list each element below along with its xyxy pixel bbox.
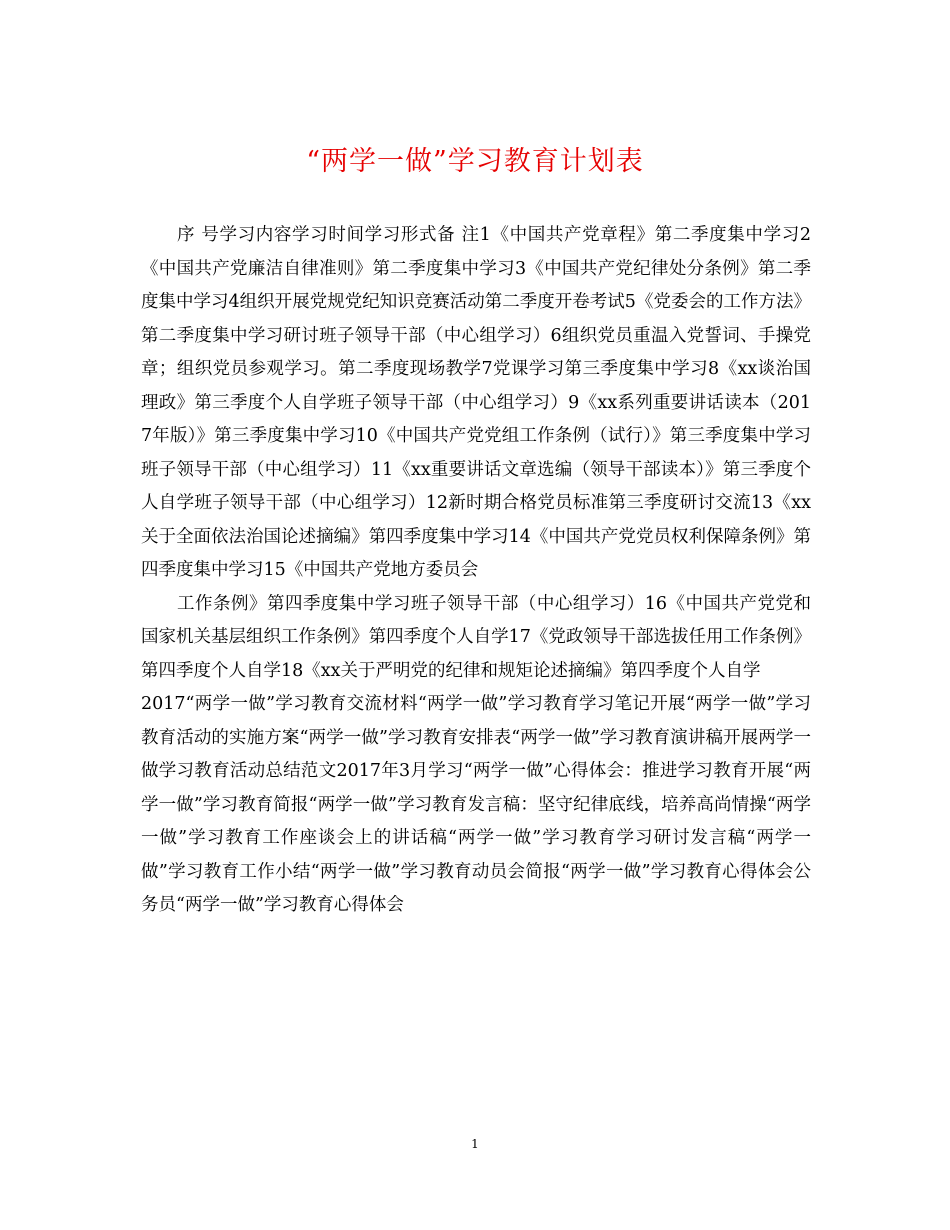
- page-number: 1: [471, 1137, 479, 1151]
- paragraph-schedule: 序 号学习内容学习时间学习形式备 注1《中国共产党章程》第二季度集中学习2《中国共产党廉洁自律准则》第二季度集中学习3《中国共产党纪律处分条例》第二季度集中学习4组织开展党规党纪知识竞赛活动第二季度开卷考试5《党委会的工作方法》第二季度集中学习研讨班子领导干部（中心组学习）6组织党员重温入党誓词、手操党章；组织党员参观学习。第二季度现场教学7党课学习第三季度集中学习8《xx谈治国理政》第三季度个人自学班子领导干部（中心组学习）9《xx系列重要讲话读本（2017年版）》第三季度集中学习10《中国共产党党组工作条例（试行）》第三季度集中学习班子领导干部（中心组学习）11《xx重要讲话文章选编（领导干部读本）》第三季度个人自学班子领导干部（中心组学习）12新时期合格党员标准第三季度研讨交流13《xx关于全面依法治国论述摘编》第四季度集中学习14《中国共产党党员权利保障条例》第四季度集中学习15《中国共产党地方委员会: [141, 225, 811, 580]
- document-title: “两学一做”学习教育计划表: [306, 146, 644, 177]
- paragraph-schedule-continued: 工作条例》第四季度集中学习班子领导干部（中心组学习）16《中国共产党党和国家机关基层组织工作条例》第四季度个人自学17《党政领导干部选拔任用工作条例》第四季度个人自学18《xx关于严明党的纪律和规矩论述摘编》第四季度个人自学: [141, 593, 811, 681]
- paragraph-related-links: 2017“两学一做”学习教育交流材料“两学一做”学习教育学习笔记开展“两学一做”学习教育活动的实施方案“两学一做”学习教育安排表“两学一做”学习教育演讲稿开展两学一做学习教育活动总结范文2017年3月学习“两学一做”心得体会：推进学习教育开展“两学一做”学习教育简报“两学一做”学习教育发言稿：坚守纪律底线，培养高尚情操“两学一做”学习教育工作座谈会上的讲话稿“两学一做”学习教育学习研讨发言稿“两学一做”学习教育工作小结“两学一做”学习教育动员会简报“两学一做”学习教育心得体会公务员“两学一做”学习教育心得体会: [141, 694, 811, 915]
- document-body: [141, 219, 811, 923]
